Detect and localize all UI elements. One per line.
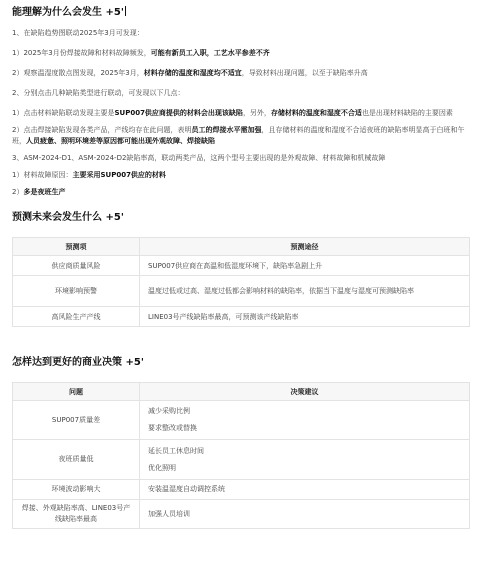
table-header-row bbox=[13, 238, 470, 256]
table-row bbox=[13, 440, 470, 480]
table-cell bbox=[140, 440, 470, 480]
paragraph: 1、在缺陷趋势图联动2025年3月可发现： bbox=[12, 29, 144, 37]
table-cell: 温度过低或过高、湿度过低都会影响材料的缺陷率，依据当下温度与湿度可预测缺陷率 bbox=[140, 276, 470, 307]
table-row bbox=[13, 480, 470, 500]
paragraph: 1）点击材料缺陷联动发现主要是SUP007供应商提供的材料会出现该缺陷，另外，存储材料的温度和湿度不合适也是出现材料缺陷的主要因素 bbox=[12, 109, 453, 117]
advice-item: 减少采购比例 bbox=[148, 407, 190, 415]
paragraph: 3、ASM-2024-D1、ASM-2024-D2缺陷率高，联动两类产品，这两个型号主要出现的是外观故障、材料故障和机械故障 bbox=[12, 154, 386, 162]
paragraph: 2）点击焊接缺陷发现各类产品，产线均存在此问题，表明员工的焊接水平需加强，且存储材料的温度和湿度不合适夜班的缺陷率明显高于白班和午班，人员疲惫、照明环境差等原因都可能出现外观故障、焊接缺陷 bbox=[12, 126, 465, 145]
table-cell bbox=[140, 401, 470, 440]
table-cell: 安装温湿度自动调控系统 bbox=[140, 480, 470, 500]
table-cell: 环境影响预警 bbox=[13, 276, 140, 307]
table-cell: 供应商质量风险 bbox=[13, 256, 140, 276]
table-row bbox=[13, 276, 470, 307]
table-row bbox=[13, 256, 470, 276]
paragraph: 2）多是夜班生产 bbox=[12, 188, 66, 196]
table-row bbox=[13, 401, 470, 440]
table-row bbox=[13, 500, 470, 529]
column-header: 预测途径 bbox=[140, 238, 470, 256]
section-title-why: 能理解为什么会发生 +5' bbox=[12, 7, 124, 18]
paragraph: 1）材料故障原因：主要采用SUP007供应的材料 bbox=[12, 171, 166, 179]
paragraph: 2、分别点击几种缺陷类型进行联动，可发现以下几点： bbox=[12, 89, 185, 97]
table-cell: 加强人员培训 bbox=[140, 500, 470, 529]
table-cell: 焊接、外观缺陷率高、LINE03号产线缺陷率最高 bbox=[13, 500, 140, 529]
table-row bbox=[13, 307, 470, 327]
paragraph: 1）2025年3月份焊接故障和材料故障频发，可能有新员工入职，工艺水平参差不齐 bbox=[12, 49, 270, 57]
prediction-table bbox=[12, 237, 470, 327]
section-title-predict: 预测未来会发生什么 +5' bbox=[12, 212, 124, 223]
column-header: 决策建议 bbox=[140, 383, 470, 401]
table-cell: 环境波动影响大 bbox=[13, 480, 140, 500]
table-header-row bbox=[13, 383, 470, 401]
advice-item: 要求整改或替换 bbox=[148, 424, 197, 432]
paragraph: 2）观察温湿度散点图发现，2025年3月，材料存储的温度和湿度均不适宜，导致材料出现问题，以至于缺陷率升高 bbox=[12, 69, 368, 77]
advice-item: 优化照明 bbox=[148, 463, 176, 472]
column-header: 问题 bbox=[13, 383, 140, 401]
column-header: 预测项 bbox=[13, 238, 140, 256]
section-title-decision: 怎样达到更好的商业决策 +5' bbox=[12, 357, 144, 368]
advice-item: 延长员工休息时间 bbox=[148, 446, 204, 455]
table-cell: 夜班质量低 bbox=[13, 440, 140, 480]
table-cell: 高风险生产产线 bbox=[13, 307, 140, 327]
table-cell: LINE03号产线缺陷率最高，可预测该产线缺陷率 bbox=[140, 307, 470, 327]
text-cursor bbox=[125, 6, 126, 16]
decision-table bbox=[12, 382, 470, 529]
table-cell: SUP007质量差 bbox=[13, 401, 140, 440]
table-cell: SUP007供应商在高温和低湿度环境下，缺陷率急剧上升 bbox=[140, 256, 470, 276]
